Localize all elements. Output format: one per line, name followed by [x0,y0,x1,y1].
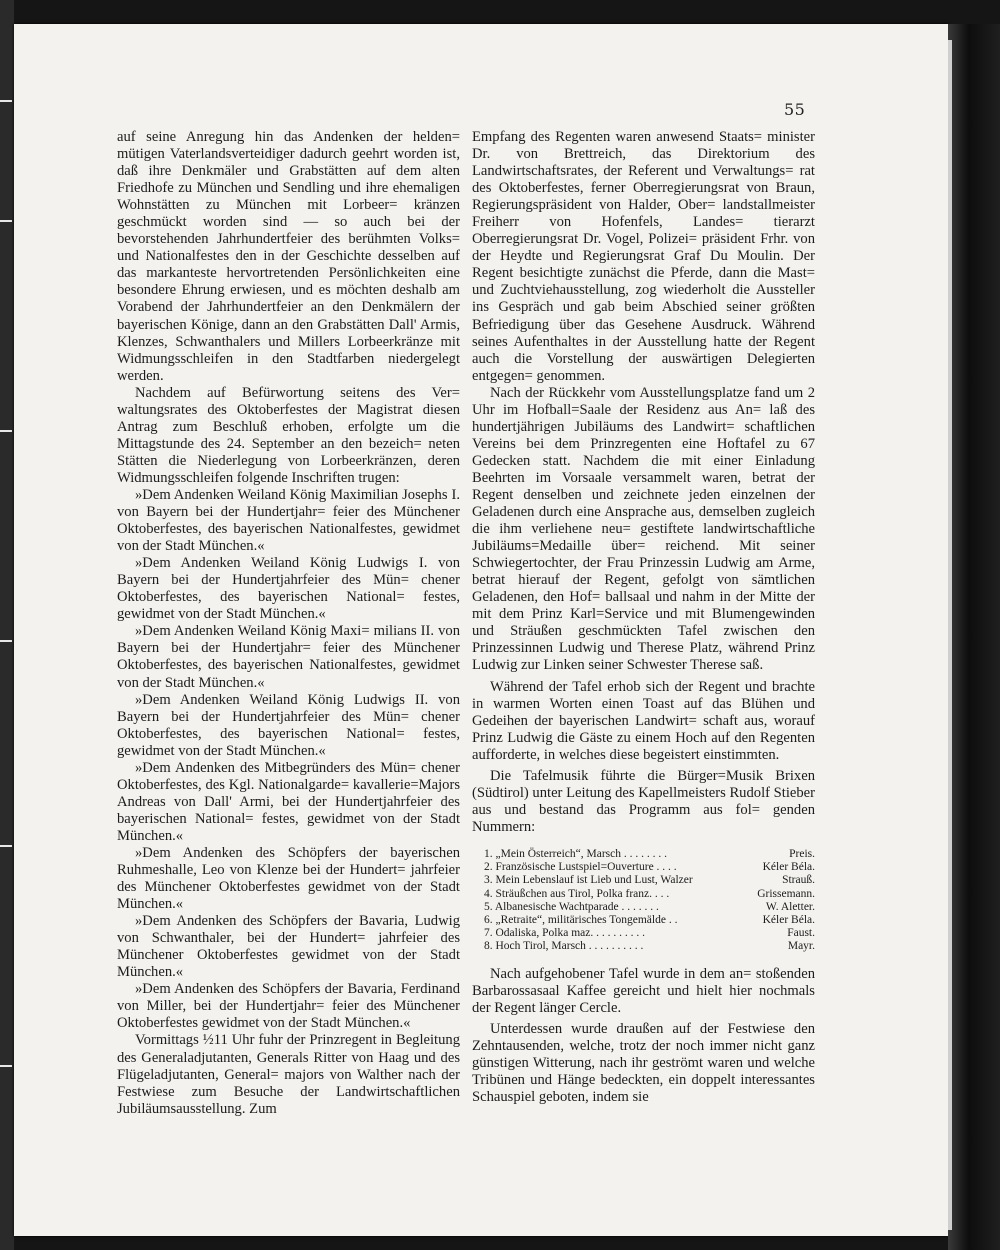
paragraph: Unterdessen wurde draußen auf der Festwiese den Zehntausenden, welche, trotz der noch immer nicht ganz günstigen Witterung, nach ihr geströmt waren und welche Tribünen und Hänge bedeckten, ein doppelt interessantes Schauspiel geboten, indem sie [472,1020,815,1105]
program-composer: Strauß. [782,874,815,887]
binding-mark [0,220,12,222]
binding-mark [0,430,12,432]
binding-mark [0,1065,12,1067]
list-item [484,927,815,940]
inscription-quote: »Dem Andenken Weiland König Ludwigs II. von Bayern bei der Hundertjahrfeier des Mün= chener Oktoberfestes, des bayerischen National= festes, gewidmet von der Stadt München.« [117,691,460,759]
binding-mark [0,640,12,642]
right-column [472,129,815,1106]
inscription-quote: »Dem Andenken Weiland König Ludwigs I. von Bayern bei der Hundertjahrfeier des Mün= chener Oktoberfestes, des bayerischen National= festes, gewidmet von der Stadt München.« [117,555,460,623]
inscription-quote: »Dem Andenken des Mitbegründers des Mün= chener Oktoberfestes, des Kgl. Nationalgarde= kavallerie=Majors Andreas von Dall' Armi, bei der Hundertjahrfeier des bayerischen National= festes, gewidmet von der Stadt München.« [117,759,460,844]
music-program-list [484,848,815,954]
scan-right-edge [948,24,1000,1250]
program-title: 4. Sträußchen aus Tirol, Polka franz. . . . [484,887,670,900]
program-title: 7. Odaliska, Polka maz. . . . . . . . . . [484,927,645,940]
page-edge-strip [948,40,952,1230]
inscription-quote: »Dem Andenken Weiland König Maxi= milians II. von Bayern bei der Hundertjahr= feier des Münchener Oktoberfestes, des bayerischen Nationalfestes, gewidmet von der Stadt München.« [117,623,460,691]
list-item [484,888,815,901]
list-item [484,848,815,861]
binding-mark [0,100,12,102]
paragraph: Die Tafelmusik führte die Bürger=Musik Brixen (Südtirol) unter Leitung des Kapellmeisters Rudolf Stieber aus und bestand das Programm aus fol= genden Nummern: [472,767,815,835]
list-item [484,861,815,874]
program-title: 5. Albanesische Wachtparade . . . . . . . [484,900,659,913]
list-item [484,940,815,953]
paragraph: auf seine Anregung hin das Andenken der helden= mütigen Vaterlandsverteidiger dadurch geehrt worden ist, daß ihre Denkmäler und Grabstätten auf dem alten Friedhofe zu München und Sendling und ihre ehemaligen Wohnstätten zu München mit Lorbeer= kränzen geschmückt worden sind — so auch bei der bevorstehenden Jahrhundertfeier des berühmten Volks= und Nationalfestes den in der Geschichte desselben auf das markanteste hervortretenden Persönlichkeiten eine besondere Ehrung erwiesen, und es möchten deshalb am Vorabend der Jahrhundertfeier an den Denkmälern der bayerischen Könige, dann an den Grabstätten Dall' Armis, Klenzes, Schwanthalers und Millers Lorbeerkränze mit Widmungsschleifen in den Stadtfarben niedergelegt werden. [117,129,460,384]
program-composer: Kéler Béla. [762,913,815,926]
left-column [117,129,460,1118]
page-number: 55 [784,100,806,119]
inscription-quote: »Dem Andenken Weiland König Maximilian Josephs I. von Bayern bei der Hundertjahr= feier des Münchener Oktoberfestes, des bayerischen Nationalfestes, gewidmet von der Stadt München.« [117,486,460,555]
program-composer: Faust. [787,927,815,940]
program-composer: W. Aletter. [765,900,815,913]
program-title: 3. Mein Lebenslauf ist Lieb und Lust, Walzer [484,874,693,887]
program-title: 1. „Mein Österreich“, Marsch . . . . . . . . [484,847,667,860]
paragraph: Nach aufgehobener Tafel wurde in dem an= stoßenden Barbarossasaal Kaffee gereicht und hielt hier nochmals der Regent länger Cercle. [472,965,815,1016]
program-composer: Grissemann. [757,887,815,900]
scan-left-margin [0,0,14,1250]
list-item [484,874,815,887]
paragraph: Empfang des Regenten waren anwesend Staats= minister Dr. von Brettreich, das Direktorium des Landwirtschaftsrates, der Referent und Verwaltungs= rat des Oktoberfestes, ferner Oberregierungsrat von Braun, Regierungspräsident von Halder, Ober= landstallmeister Freiherr von Hofenfels, Landes= tierarzt Oberregierungsrat Dr. Vogel, Polizei= präsident Frhr. von der Heydte und Regierungsrat Graf Du Moulin. Der Regent besichtigte zunächst die Pferde, dann die Mast= und Zuchtviehausstellung, zog wiederholt die Aussteller ins Gespräch und gab beim Abschied seiner größten Befriedigung über das Gesehene Ausdruck. Während seines Aufenthaltes in der Ausstellung hatte der Regent auch die Vorstellung der auswärtigen Delegierten entgegen= genommen. [472,129,815,384]
inscription-quote: »Dem Andenken des Schöpfers der bayerischen Ruhmeshalle, Leo von Klenze bei der Hundert= jahrfeier des Münchener Oktoberfestes gewidmet von der Stadt München.« [117,844,460,913]
program-title: 8. Hoch Tirol, Marsch . . . . . . . . . . [484,940,644,953]
binding-mark [0,845,12,847]
inscription-quote: »Dem Andenken des Schöpfers der Bavaria, Ferdinand von Miller, bei der Hundertjahr= feier des Münchener Oktoberfestes gewidmet von der Stadt München.« [117,981,460,1032]
program-composer: Mayr. [787,940,815,953]
list-item [484,914,815,927]
program-title: 2. Französische Lustspiel=Ouverture . . . . [484,861,677,874]
inscription-quote: »Dem Andenken des Schöpfers der Bavaria, Ludwig von Schwanthaler, bei der Hundert= jahrfeier des Münchener Oktoberfestes gewidmet von der Stadt München.« [117,913,460,981]
paragraph: Nachdem auf Befürwortung seitens des Ver= waltungsrates des Oktoberfestes der Magistrat diesen Antrag zum Beschluß erhoben, erfolgte um die Mittagstunde des 24. September an den bezeich= neten Stätten die Niederlegung von Lorbeerkränzen, deren Widmungsschleifen folgende Inschriften trugen: [117,384,460,486]
program-title: 6. „Retraite“, militärisches Tongemälde . . [484,913,678,926]
list-item [484,901,815,914]
program-composer: Preis. [789,847,815,860]
paragraph: Während der Tafel erhob sich der Regent und brachte in warmen Worten einen Toast auf das Blühen und Gedeihen der bayerischen Landwirt= schaft aus, worauf Prinz Ludwig die Gäste zu einem Hoch auf den Regenten aufforderte, in welches diese begeistert einstimmten. [472,678,815,763]
program-composer: Kéler Béla. [762,861,815,874]
paragraph: Vormittags ½11 Uhr fuhr der Prinzregent in Begleitung des Generaladjutanten, Generals Ritter von Haag und des Flügeladjutanten, General= majors von Walther nach der Festwiese zum Besuche der Landwirtschaftlichen Jubiläumsausstellung. Zum [117,1032,460,1117]
paragraph: Nach der Rückkehr vom Ausstellungsplatze fand um 2 Uhr im Hofball=Saale der Residenz aus An= laß des hundertjährigen Jubiläums des Landwirt= schaftlichen Vereins bei dem Prinzregenten eine Hoftafel zu 67 Gedecken statt. Nachdem die mit einer Einladung Beehrten im Vorsaale versammelt waren, betrat der Regent denselben und zeichnete jeden einzelnen der Geladenen durch eine Ansprache aus, demselben zugleich die ihm verliehene neu= gestiftete landwirtschaftliche Jubiläums=Medaille über= reichend. Mit seiner Schwiegertochter, der Frau Prinzessin Ludwig am Arme, betrat hierauf der Regent, gefolgt von sämtlichen Geladenen, den Hof= ballsaal und nahm in der Mitte der mit dem Prinz Karl=Service und mit Blumengewinden und Sträußen geschmückten Tafel zwischen den Prinzessinnen Ludwig und Therese Platz, während Prinz Ludwig zur Linken seiner Schwester Therese saß. [472,384,815,674]
